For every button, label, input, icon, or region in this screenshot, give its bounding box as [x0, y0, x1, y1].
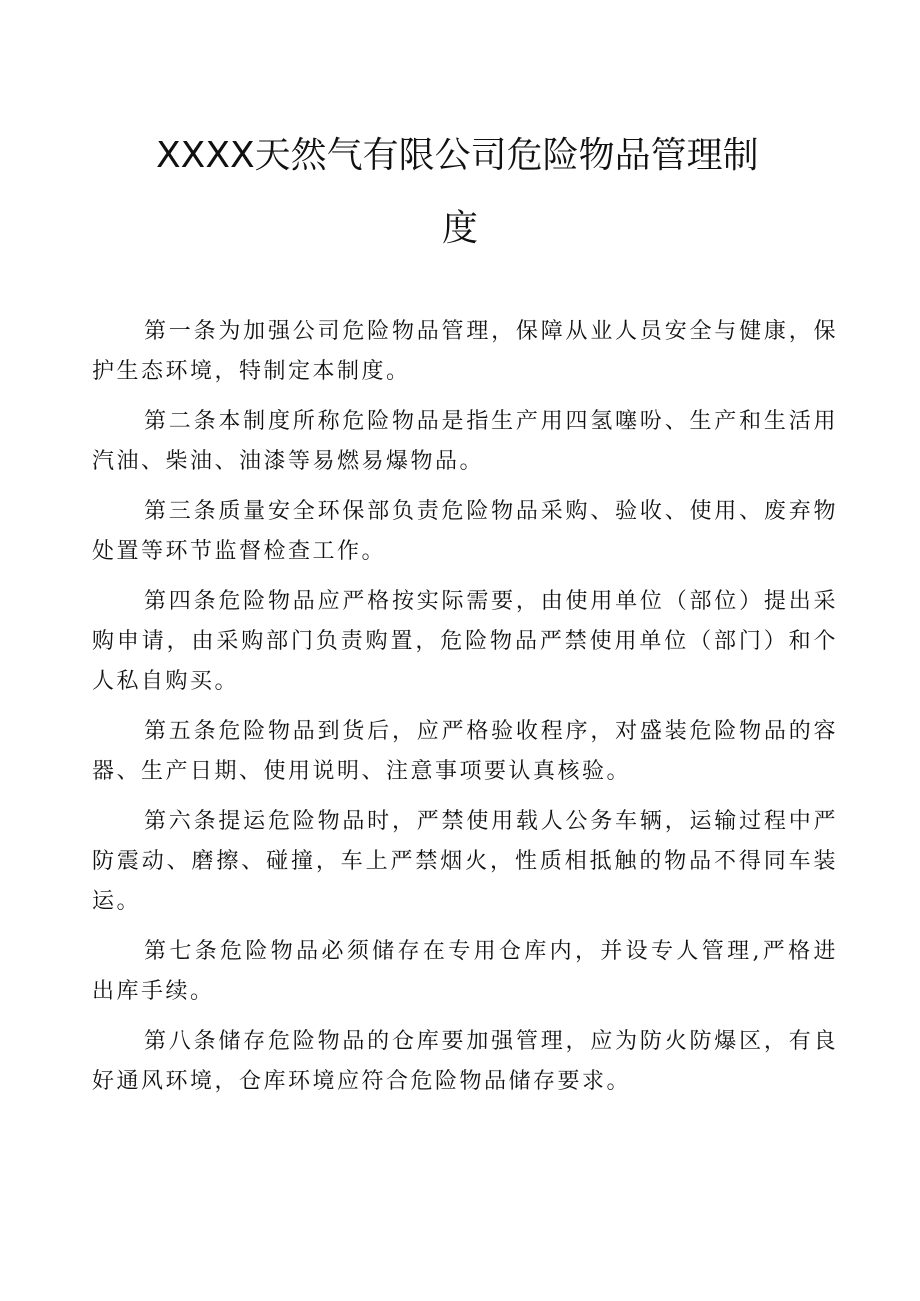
article-5: 第五条危险物品到货后，应严格验收程序，对盛装危险物品的容器、生产日期、使用说明、注意事项要认真核验。 — [92, 719, 838, 784]
article-1: 第一条为加强公司危险物品管理，保障从业人员安全与健康，保护生态环境，特制定本制度。 — [92, 319, 838, 384]
article-7: 第七条危险物品必须储存在专用仓库内，并设专人管理,严格进出库手续。 — [92, 939, 838, 1004]
article-6: 第六条提运危险物品时，严禁使用载人公务车辆，运输过程中严防震动、磨擦、碰撞，车上严禁烟火，性质相抵触的物品不得同车装运。 — [92, 809, 838, 914]
document-title-line-2: 度 — [442, 208, 479, 249]
article-4: 第四条危险物品应严格按实际需要，由使用单位（部位）提出采购申请，由采购部门负责购置，危险物品严禁使用单位（部门）和个人私自购买。 — [92, 589, 838, 694]
document-title-line-1: XXXX天然气有限公司危险物品管理制 — [156, 135, 759, 176]
article-3: 第三条质量安全环保部负责危险物品采购、验收、使用、废弃物处置等环节监督检查工作。 — [92, 499, 838, 564]
article-8: 第八条储存危险物品的仓库要加强管理，应为防火防爆区，有良好通风环境，仓库环境应符合危险物品储存要求。 — [92, 1029, 838, 1094]
document-body — [92, 312, 838, 1112]
article-2: 第二条本制度所称危险物品是指生产用四氢噻吩、生产和生活用汽油、柴油、油漆等易燃易爆物品。 — [92, 409, 838, 474]
